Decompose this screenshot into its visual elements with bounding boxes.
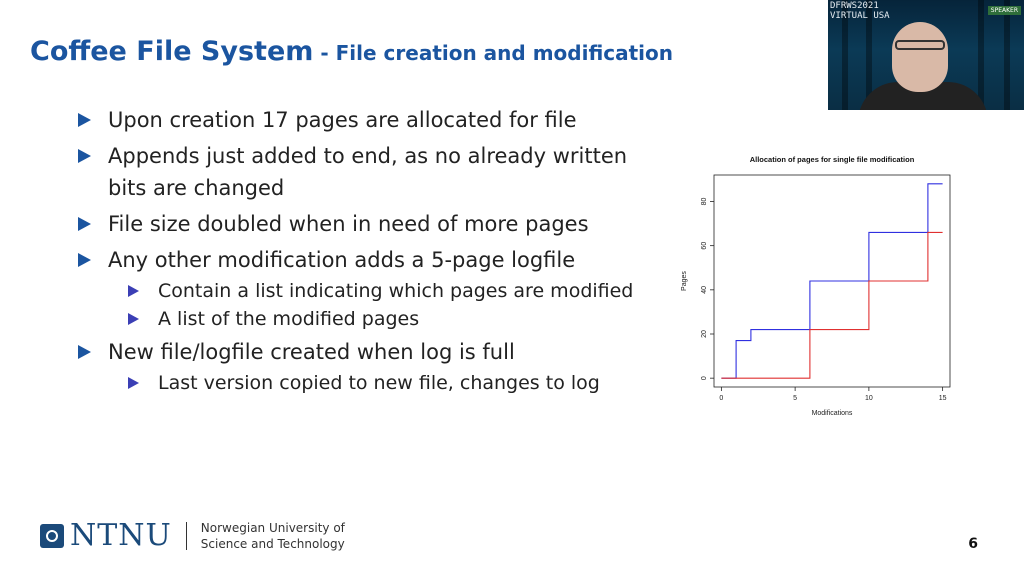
ntnu-logo-text: NTNU bbox=[70, 518, 172, 553]
slide-title bbox=[30, 30, 673, 68]
slide-title-separator: - bbox=[313, 41, 336, 65]
slide-subtitle: File creation and modification bbox=[335, 41, 674, 65]
speaker-face bbox=[892, 22, 948, 92]
bullet-item bbox=[78, 244, 638, 332]
speaker-label: SPEAKER bbox=[988, 6, 1021, 15]
ntnu-logo-icon bbox=[40, 524, 64, 548]
bullet-text: Any other modification adds a 5-page logfile bbox=[108, 248, 576, 272]
slide-title-main: Coffee File System bbox=[30, 36, 314, 67]
sub-bullet-item: Contain a list indicating which pages are modified bbox=[128, 278, 638, 304]
bullet-item bbox=[78, 140, 638, 204]
x-tick-label: 10 bbox=[864, 395, 873, 402]
event-badge-line1: DFRWS2021 bbox=[830, 1, 879, 11]
sub-bullet-item: A list of the modified pages bbox=[128, 306, 638, 332]
bullet-text: File size doubled when in need of more pages bbox=[108, 212, 589, 236]
series-line-red bbox=[721, 232, 942, 378]
x-tick-label: 0 bbox=[719, 395, 724, 402]
x-tick-label: 5 bbox=[793, 395, 798, 402]
allocation-chart bbox=[672, 150, 962, 430]
y-tick-label: 0 bbox=[701, 376, 708, 381]
sub-bullet-list bbox=[128, 370, 638, 396]
y-tick-label: 60 bbox=[701, 241, 708, 250]
speaker-glasses bbox=[895, 40, 945, 50]
bullet-list bbox=[78, 104, 638, 400]
event-badge-line2: VIRTUAL USA bbox=[830, 11, 890, 21]
bullet-item bbox=[78, 336, 638, 396]
ntnu-logo bbox=[40, 518, 345, 553]
bullet-text: Appends just added to end, as no already written bits are changed bbox=[108, 144, 628, 200]
x-tick-label: 15 bbox=[938, 395, 947, 402]
y-tick-label: 40 bbox=[701, 285, 708, 294]
event-badge bbox=[830, 1, 890, 21]
logo-divider bbox=[186, 522, 187, 550]
institution-line2: Science and Technology bbox=[200, 536, 345, 551]
x-axis-label: Modifications bbox=[811, 410, 853, 417]
bullet-item bbox=[78, 104, 638, 136]
y-tick-label: 20 bbox=[701, 330, 708, 338]
institution-line1: Norwegian University of bbox=[200, 520, 345, 535]
y-axis-label: Pages bbox=[681, 271, 688, 291]
sub-bullet-list bbox=[128, 278, 638, 332]
bullet-text: Upon creation 17 pages are allocated for file bbox=[108, 108, 577, 132]
bullet-item bbox=[78, 208, 638, 240]
speaker-webcam bbox=[828, 0, 1024, 110]
curtain-fold bbox=[1004, 0, 1010, 110]
curtain-fold bbox=[978, 0, 984, 110]
y-tick-label: 80 bbox=[701, 197, 708, 206]
chart-title: Allocation of pages for single file modification bbox=[749, 155, 915, 164]
bullet-text: New file/logfile created when log is full bbox=[108, 340, 515, 364]
sub-bullet-item: Last version copied to new file, changes to log bbox=[128, 370, 638, 396]
institution-name bbox=[201, 520, 345, 552]
page-number: 6 bbox=[968, 536, 978, 552]
